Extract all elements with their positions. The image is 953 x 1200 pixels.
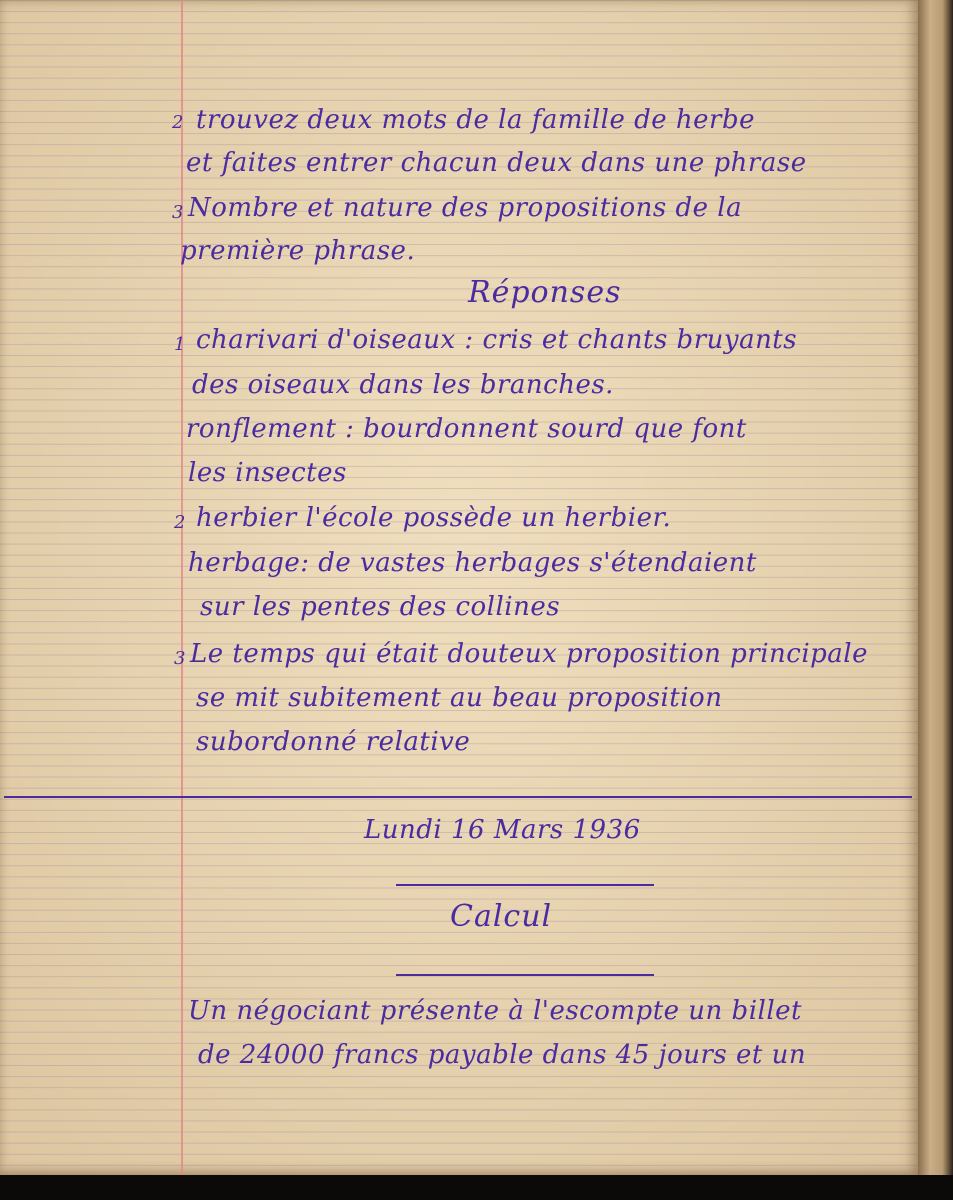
answer-line: herbier l'école possède un herbier. xyxy=(196,503,672,533)
question-line: et faites entrer chacun deux dans une phrase xyxy=(186,148,807,178)
answer-line: subordonné relative xyxy=(196,727,471,757)
question-line: première phrase. xyxy=(180,236,416,266)
section-divider xyxy=(4,796,912,798)
problem-line: Un négociant présente à l'escompte un billet xyxy=(188,996,802,1026)
answer-line: les insectes xyxy=(188,458,347,488)
answer-number: 3 xyxy=(174,648,186,669)
answer-line: herbage: de vastes herbages s'étendaient xyxy=(188,548,757,578)
margin-line xyxy=(181,0,183,1175)
page-edge xyxy=(918,0,953,1185)
date-heading: Lundi 16 Mars 1936 xyxy=(364,815,641,845)
answer-line: se mit subitement au beau proposition xyxy=(196,683,723,713)
question-line: Nombre et nature des propositions de la xyxy=(188,193,743,223)
problem-line: de 24000 francs payable dans 45 jours et un xyxy=(198,1040,807,1070)
question-line: trouvez deux mots de la famille de herbe xyxy=(196,105,756,135)
title-rule-bottom xyxy=(396,974,654,976)
answer-line: sur les pentes des collines xyxy=(200,592,561,622)
answer-line: charivari d'oiseaux : cris et chants bruyants xyxy=(196,325,798,355)
title-rule-top xyxy=(396,884,654,886)
question-number: 3 xyxy=(172,202,184,223)
answer-line: ronflement : bourdonnent sourd que font xyxy=(186,414,747,444)
section-title: Calcul xyxy=(450,899,553,934)
answer-line: des oiseaux dans les branches. xyxy=(192,370,614,400)
answer-number: 1 xyxy=(174,334,186,355)
answers-heading: Réponses xyxy=(468,275,622,310)
question-number: 2 xyxy=(172,112,184,133)
answer-number: 2 xyxy=(174,512,186,533)
answer-line: Le temps qui était douteux proposition principale xyxy=(190,639,869,669)
scan-border xyxy=(0,1175,953,1200)
